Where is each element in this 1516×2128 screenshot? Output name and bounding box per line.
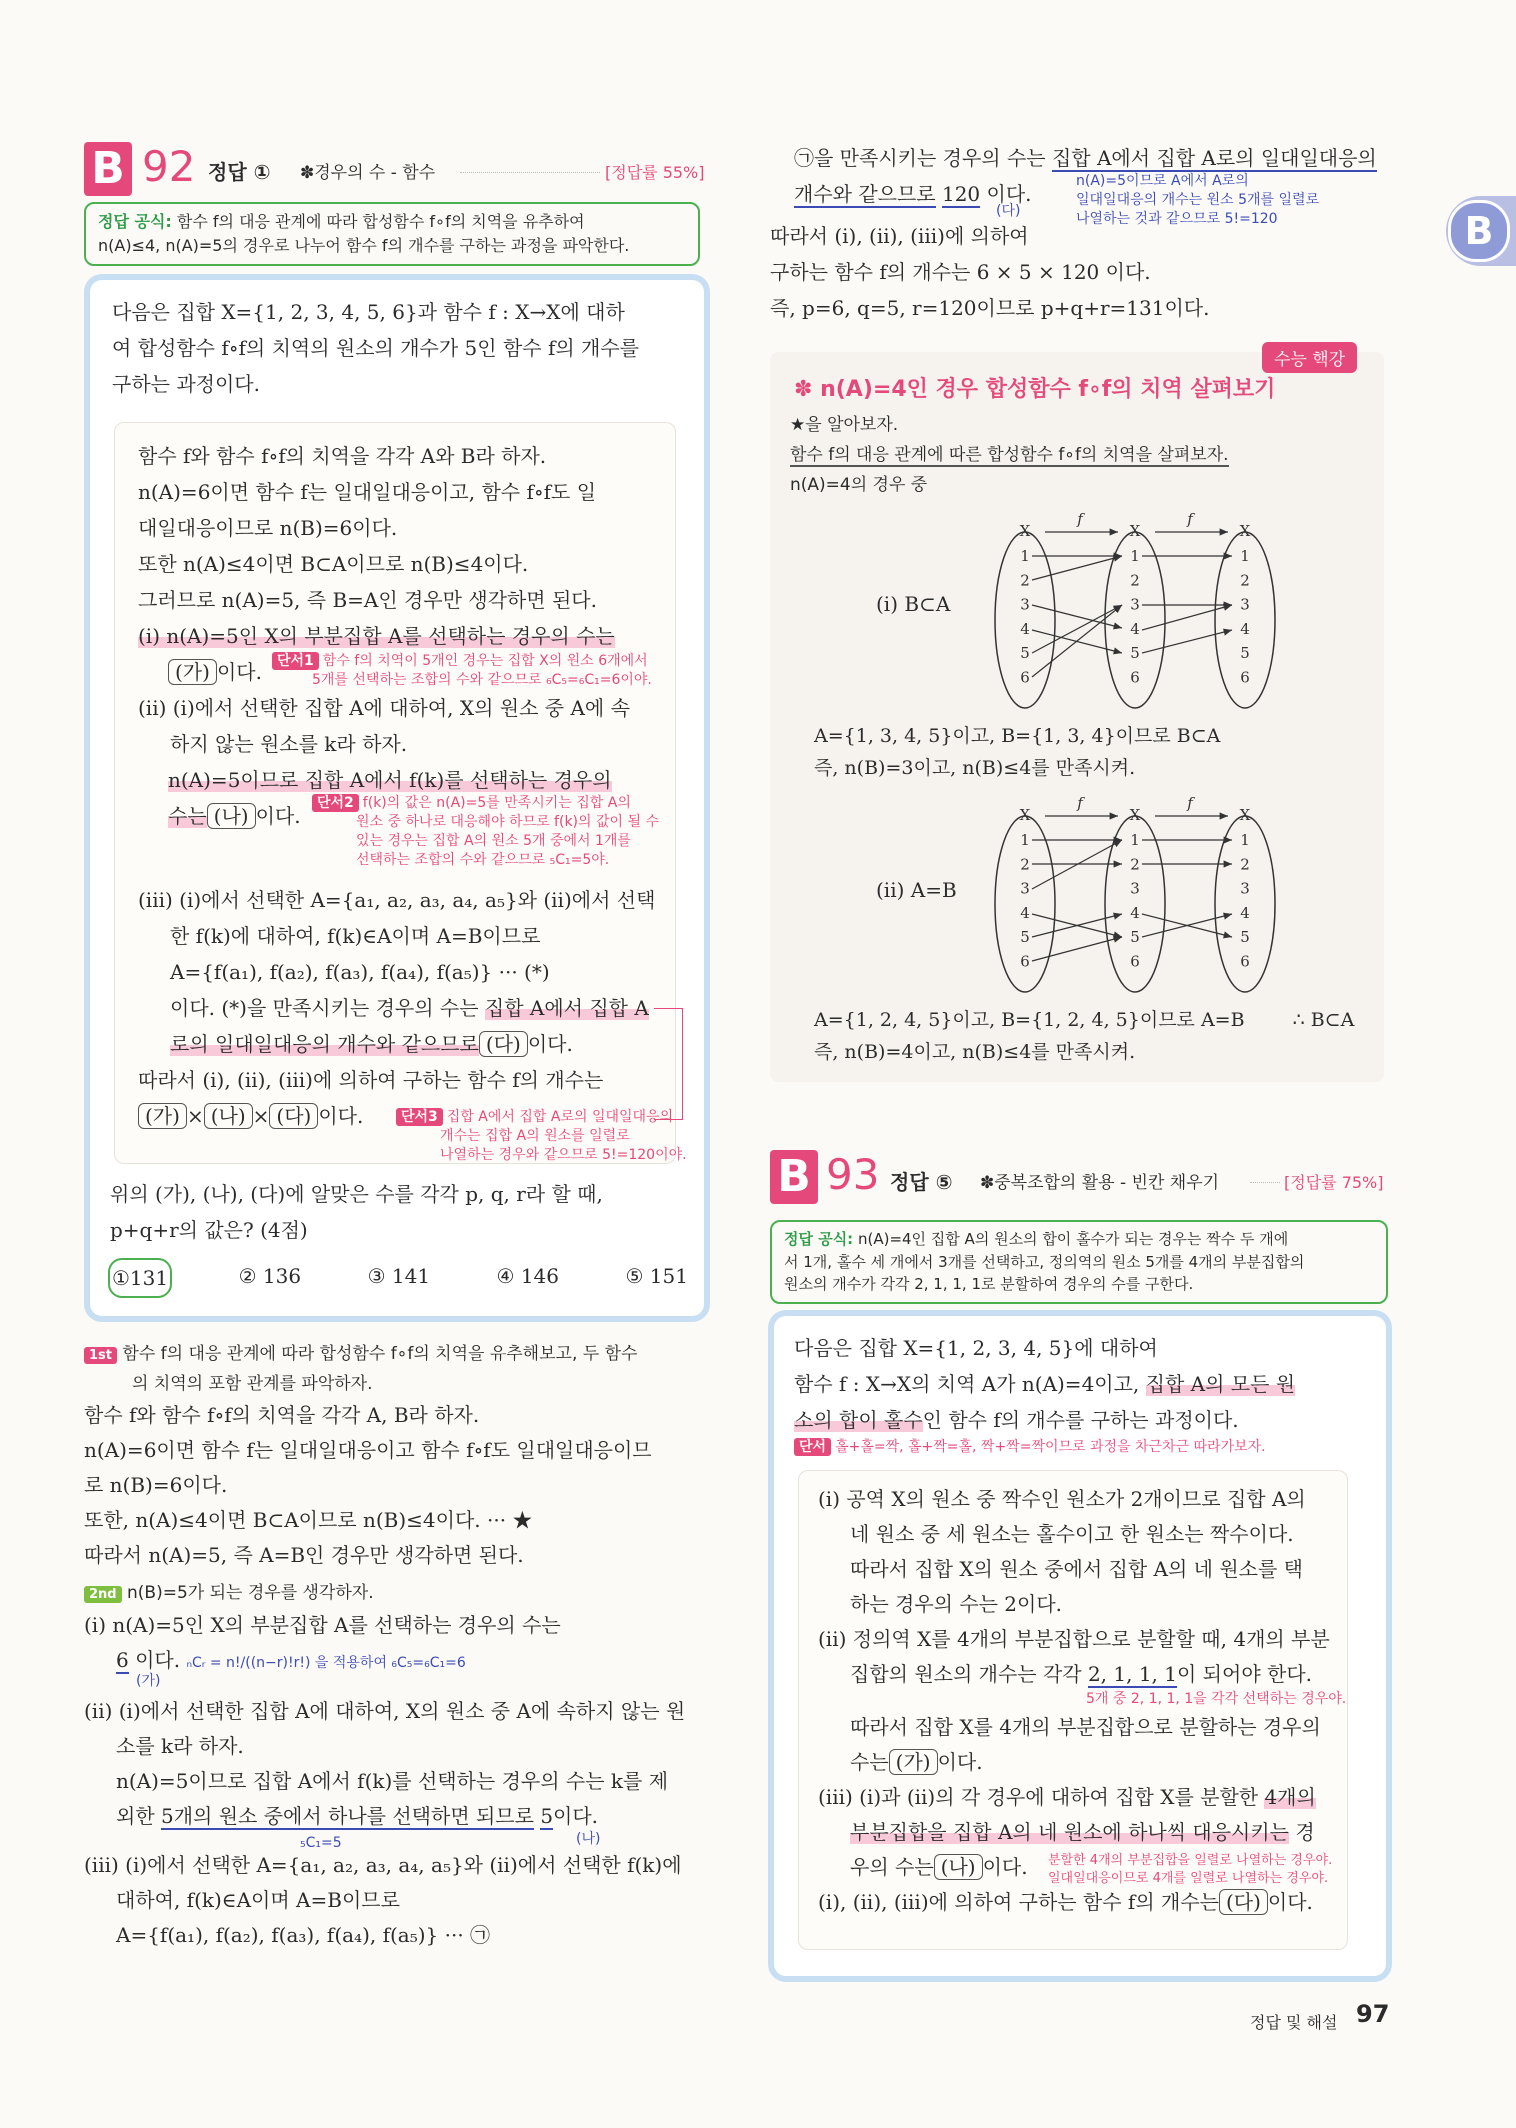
solution-line: A={f(a₁), f(a₂), f(a₃), f(a₄), f(a₅)} ··· ㉠ — [116, 1923, 491, 1947]
set-element: 6 — [1130, 668, 1140, 687]
choice-1[interactable]: ①131 — [108, 1258, 172, 1298]
blank-ga: (가) — [168, 659, 217, 685]
process-line: 이다. — [255, 804, 301, 828]
set-element: 6 — [1240, 668, 1250, 687]
process-line: 이다. — [1267, 1890, 1313, 1914]
set-label: X — [1239, 806, 1251, 824]
set-element: 4 — [1240, 903, 1250, 922]
process-line: 이다. — [982, 1855, 1028, 1879]
section-tab-label: B — [1448, 200, 1510, 262]
times-sign: × — [252, 1104, 270, 1128]
process-line: 또한 n(A)≤4이면 B⊂A이므로 n(B)≤4이다. — [138, 552, 529, 576]
step-tag: 2nd — [84, 1586, 122, 1603]
formula-line: n(A)=4인 집합 A의 원소의 합이 홀수가 되는 경우는 짝수 두 개에 — [857, 1230, 1289, 1248]
set-element: 6 — [1020, 952, 1030, 971]
solution-line: 따라서 n(A)=5, 즉 A=B인 경우만 생각하면 된다. — [84, 1543, 524, 1567]
process-text — [138, 882, 678, 1134]
solution-line: 함수 f와 함수 f∘f의 치역을 각각 A, B라 하자. — [84, 1403, 480, 1427]
set-element: 3 — [1020, 879, 1030, 898]
process-line: 수는 — [850, 1750, 889, 1774]
process-line: 하는 경우의 수는 2이다. — [850, 1592, 1063, 1616]
clue-text: f(k)의 값은 n(A)=5를 만족시키는 집합 A의 — [362, 795, 631, 811]
clue-text: 개수는 집합 A의 원소를 일렬로 — [440, 1127, 630, 1144]
clue-note-1 — [272, 652, 652, 690]
choice-4[interactable]: ④ 146 — [496, 1264, 560, 1288]
clue-text: 5개를 선택하는 조합의 수와 같으므로 ₆C₅=₆C₁=6이야. — [312, 671, 652, 688]
process-line: 함수 f와 함수 f∘f의 치역을 각각 A와 B라 하자. — [138, 444, 547, 468]
formula-note: ₙCᵣ = n!/((n−r)!r!) 을 적용하여 ₆C₅=₆C₁=6 — [186, 1655, 466, 1671]
solution-text — [770, 218, 1420, 326]
divider — [460, 172, 600, 173]
set-element: 3 — [1240, 595, 1250, 614]
blank-label: (다) — [996, 203, 1021, 219]
solution-text — [84, 1848, 714, 1953]
blank-na: (나) — [934, 1854, 983, 1880]
clue-text: 원소 중 하나로 대응해야 하므로 f(k)의 값이 될 수 — [356, 813, 659, 830]
set-element: 5 — [1020, 644, 1030, 663]
process-line: 따라서 (i), (ii), (iii)에 의하여 구하는 함수 f의 개수는 — [138, 1068, 604, 1092]
side-note — [1048, 1852, 1332, 1887]
caption-line: A={1, 2, 4, 5}이고, B={1, 2, 4, 5}이므로 A=B — [814, 1009, 1245, 1031]
section-tab[interactable] — [1446, 196, 1516, 266]
set-element: 3 — [1020, 595, 1030, 614]
set-element: 5 — [1240, 928, 1250, 947]
clue-text: 있는 경우는 집합 A의 원소 5개 중에서 1개를 — [356, 832, 631, 849]
problem-label: B — [84, 142, 132, 196]
question-line: 다음은 집합 X={1, 2, 3, 4, 5, 6}과 함수 f : X→X에 대하 — [112, 300, 625, 324]
side-note: 5개 중 2, 1, 1, 1을 각각 선택하는 경우야. — [1086, 1691, 1347, 1707]
blank-label: (가) — [136, 1673, 161, 1689]
solution-line: 구하는 함수 f의 개수는 6 × 5 × 120 이다. — [770, 260, 1151, 284]
set-element: 4 — [1020, 903, 1030, 922]
process-line: 대일대응이므로 n(B)=6이다. — [138, 516, 398, 540]
clue-badge: 단서1 — [272, 652, 319, 670]
set-label: X — [1019, 806, 1031, 824]
answer-value: 5 — [540, 1804, 554, 1828]
set-element: 2 — [1020, 571, 1030, 590]
choice-2[interactable]: ② 136 — [238, 1264, 302, 1288]
case-label: (ii) A=B — [876, 878, 957, 902]
solution-line: 5개의 원소 중에서 하나를 선택하면 되므로 — [161, 1804, 534, 1828]
clue-note-2 — [312, 794, 659, 870]
set-element: 6 — [1240, 952, 1250, 971]
core-line: n(A)=4의 경우 중 — [790, 475, 928, 495]
core-text — [790, 410, 1229, 500]
process-line: 이다. — [527, 1032, 573, 1056]
solution-text — [84, 1608, 714, 1678]
solution-line: 이다. — [135, 1648, 181, 1672]
map-label: f — [1187, 510, 1193, 528]
divider — [1250, 1182, 1280, 1183]
formula-label: 정답 공식: — [784, 1230, 854, 1248]
footer-label: 정답 및 해설 — [1250, 2013, 1338, 2032]
clue-text: 함수 f의 치역이 5개인 경우는 집합 X의 원소 6개에서 — [322, 653, 648, 669]
set-element: 5 — [1240, 644, 1250, 663]
question-line: 구하는 과정이다. — [112, 372, 260, 396]
solution-line: 집합 A에서 집합 A로의 일대일대응의 — [1051, 146, 1377, 170]
process-line: n(A)=5이므로 집합 A에서 f(k)를 선택하는 경우의 — [168, 768, 612, 792]
set-element: 1 — [1130, 547, 1140, 565]
set-element: 1 — [1240, 831, 1250, 849]
set-element: 1 — [1020, 831, 1030, 849]
process-line: 따라서 집합 X의 원소 중에서 집합 A의 네 원소를 택 — [850, 1557, 1303, 1581]
set-element: 2 — [1240, 571, 1250, 590]
clue-text: 나열하는 경우와 같으므로 5!=120이야. — [440, 1146, 687, 1163]
process-line: 경 — [1295, 1820, 1315, 1844]
map-label: f — [1187, 794, 1193, 812]
clue-note-3 — [396, 1108, 687, 1165]
question-line: 함수 f : X→X의 치역 A가 n(A)=4이고, — [794, 1372, 1140, 1396]
process-line: 하지 않는 원소를 k라 하자. — [170, 732, 408, 756]
process-line: 로의 일대일대응의 개수와 같으므로 — [170, 1032, 479, 1056]
process-line: 이다. — [318, 1104, 364, 1128]
blank-na: (나) — [204, 1103, 253, 1129]
hint-note — [794, 1438, 1266, 1457]
process-line: 집합 A에서 집합 A — [484, 996, 649, 1020]
set-element: 4 — [1130, 903, 1140, 922]
question-text — [110, 1176, 690, 1248]
core-line: 함수 f의 대응 관계에 따른 합성함수 f∘f의 치역을 살펴보자. — [790, 445, 1229, 465]
caption-line: 즉, n(B)=3이고, n(B)≤4를 만족시켜. — [814, 757, 1136, 779]
formula-line: 서 1개, 홀수 세 개에서 3개를 선택하고, 정의역의 원소 5개를 4개의 부분집합의 — [784, 1252, 1305, 1271]
set-element: 2 — [1020, 855, 1030, 874]
process-line: 네 원소 중 세 원소는 홀수이고 한 원소는 짝수이다. — [850, 1522, 1294, 1546]
blank-da: (다) — [1219, 1889, 1268, 1915]
map-label: f — [1077, 510, 1083, 528]
process-line: (iii) (i)에서 선택한 A={a₁, a₂, a₃, a₄, a₅}와 (ii)에서 선택 — [138, 888, 656, 912]
question-text — [794, 1330, 1374, 1438]
set-element: 4 — [1240, 619, 1250, 638]
rate-label: [정답률 75%] — [1284, 1173, 1384, 1192]
hint-badge: 단서 — [794, 1438, 831, 1456]
formula-line: n(A)≤4, n(A)=5의 경우로 나누어 함수 f의 개수를 구하는 과정을 파악한다. — [98, 236, 630, 255]
formula-box — [84, 202, 700, 266]
set-element: 4 — [1020, 619, 1030, 638]
blank-ga: (가) — [889, 1749, 938, 1775]
core-tag: 수능 핵강 — [1262, 342, 1357, 373]
step-text: n(B)=5가 되는 경우를 생각하자. — [127, 1583, 374, 1603]
set-element: 2 — [1130, 571, 1140, 590]
solution-line: 또한, n(A)≤4이면 B⊂A이므로 n(B)≤4이다. ··· ★ — [84, 1508, 533, 1532]
solution-line: 소를 k라 하자. — [116, 1734, 244, 1758]
connector-line — [654, 1008, 683, 1120]
process-line: 수는 — [168, 804, 207, 828]
question-line: 집합 A의 모든 원 — [1145, 1372, 1296, 1396]
case-label: (i) B⊂A — [876, 592, 951, 616]
answer-value: 2, 1, 1, 1 — [1087, 1662, 1177, 1686]
clue-text: 선택하는 조합의 수와 같으므로 ₅C₁=5야. — [356, 851, 610, 868]
clue-badge: 단서2 — [312, 794, 359, 812]
set-element: 1 — [1130, 831, 1140, 849]
clue-text: 집합 A에서 집합 A로의 일대일대응의 — [446, 1109, 674, 1125]
process-line: 이다. — [937, 1750, 983, 1774]
formula-note: ₅C₁=5 — [300, 1835, 342, 1851]
solution-step-2nd — [84, 1578, 374, 1603]
problem-number: 93 — [826, 1150, 880, 1199]
side-note-line: 나열하는 것과 같으므로 5!=120 — [1076, 210, 1278, 227]
solution-text — [84, 1694, 714, 1834]
set-element: 3 — [1130, 879, 1140, 898]
set-label: X — [1239, 522, 1251, 540]
process-line: A={f(a₁), f(a₂), f(a₃), f(a₄), f(a₅)} ··· (*) — [170, 960, 550, 984]
rate-label: [정답률 55%] — [605, 163, 705, 182]
question-line: 여 합성함수 f∘f의 치역의 원소의 개수가 5인 함수 f의 개수를 — [112, 336, 639, 360]
process-line: 4개의 — [1264, 1785, 1316, 1809]
formula-line: 함수 f의 대응 관계에 따라 합성함수 f∘f의 치역을 유추하여 — [176, 212, 585, 231]
choice-5[interactable]: ⑤ 151 — [625, 1264, 688, 1288]
process-line: 한 f(k)에 대하여, f(k)∈A이며 A=B이므로 — [170, 924, 541, 948]
process-line: (ii) (i)에서 선택한 집합 A에 대하여, X의 원소 중 A에 속 — [138, 696, 630, 720]
process-line: 따라서 집합 X를 4개의 부분집합으로 분할하는 경우의 — [850, 1715, 1321, 1739]
caption-line: 즉, n(B)=4이고, n(B)≤4를 만족시켜. — [814, 1041, 1136, 1063]
set-element: 2 — [1240, 855, 1250, 874]
question-line: p+q+r의 값은? (4점) — [110, 1218, 308, 1242]
solution-line: 이다. — [986, 182, 1032, 206]
process-line: (i) 공역 X의 원소 중 짝수인 원소가 2개이므로 집합 A의 — [818, 1487, 1306, 1511]
step-text: 함수 f의 대응 관계에 따라 합성함수 f∘f의 치역을 유추해보고, 두 함수 — [122, 1344, 638, 1364]
problem-label: B — [770, 1150, 818, 1204]
mapping-diagram-2 — [990, 794, 1290, 994]
solution-line: 로 n(B)=6이다. — [84, 1473, 228, 1497]
clue-badge: 단서3 — [396, 1108, 443, 1126]
process-line: 이다. (*)을 만족시키는 경우의 수는 — [170, 996, 479, 1020]
process-line: n(A)=6이면 함수 f는 일대일대응이고, 함수 f∘f도 일 — [138, 480, 597, 504]
solution-line: 이다. — [553, 1804, 599, 1828]
caption-line: A={1, 3, 4, 5}이고, B={1, 3, 4}이므로 B⊂A — [814, 725, 1221, 747]
blank-ga: (가) — [138, 1103, 187, 1129]
solution-step-1st — [84, 1340, 704, 1398]
diagram-1-caption — [814, 720, 1374, 784]
process-line: (ii) 정의역 X를 4개의 부분집합으로 분할할 때, 4개의 부분 — [818, 1627, 1330, 1651]
answer-value: 6 — [116, 1648, 129, 1672]
question-line: 위의 (가), (나), (다)에 알맞은 수를 각각 p, q, r라 할 때, — [110, 1182, 603, 1206]
side-note-line: 분할한 4개의 부분집합을 일렬로 나열하는 경우야. — [1048, 1853, 1333, 1868]
set-element: 1 — [1020, 547, 1030, 565]
set-element: 1 — [1240, 547, 1250, 565]
answer-value: 120 — [941, 182, 981, 206]
solution-text — [84, 1398, 714, 1573]
set-label: X — [1129, 806, 1141, 824]
process-line: 그러므로 n(A)=5, 즉 B=A인 경우만 생각하면 된다. — [138, 588, 597, 612]
set-element: 5 — [1130, 644, 1140, 663]
formula-label: 정답 공식: — [98, 212, 172, 231]
process-line: (i) n(A)=5인 X의 부분집합 A를 선택하는 경우의 수는 — [138, 624, 615, 648]
blank-da: (다) — [479, 1031, 528, 1057]
solution-line: 개수와 같으므로 — [794, 182, 936, 206]
set-element: 6 — [1130, 952, 1140, 971]
core-line: ★을 알아보자. — [790, 415, 899, 435]
set-element: 3 — [1130, 595, 1140, 614]
set-element: 4 — [1130, 619, 1140, 638]
solution-line: ㉠을 만족시키는 경우의 수는 — [794, 146, 1046, 170]
solution-line: 대하여, f(k)∈A이며 A=B이므로 — [116, 1888, 400, 1912]
core-title: ✽ n(A)=4인 경우 합성함수 f∘f의 치역 살펴보기 — [794, 377, 1276, 402]
answer-label: 정답 ① — [208, 160, 271, 184]
set-element: 2 — [1130, 855, 1140, 874]
question-line: 소의 합이 홀수 — [794, 1408, 923, 1432]
process-line: 우의 수는 — [850, 1855, 934, 1879]
step-text: 의 치역의 포함 관계를 파악하자. — [132, 1374, 373, 1394]
set-element: 5 — [1020, 928, 1030, 947]
solution-line: 외한 — [116, 1804, 155, 1828]
solution-line: n(A)=5이므로 집합 A에서 f(k)를 선택하는 경우의 수는 k를 제 — [116, 1769, 669, 1793]
set-label: X — [1019, 522, 1031, 540]
solution-line: 즉, p=6, q=5, r=120이므로 p+q+r=131이다. — [770, 296, 1210, 320]
set-element: 6 — [1020, 668, 1030, 687]
process-line: (i), (ii), (iii)에 의하여 구하는 함수 f의 개수는 — [818, 1890, 1219, 1914]
blank-na: (나) — [207, 803, 256, 829]
solution-line: (iii) (i)에서 선택한 A={a₁, a₂, a₃, a₄, a₅}와 (ii)에서 선택한 f(k)에 — [84, 1853, 682, 1877]
process-line: 이다. — [216, 660, 262, 684]
hint-text: 홀+홀=짝, 홀+짝=홀, 짝+짝=짝이므로 과정을 차근차근 따라가보자. — [835, 1439, 1266, 1455]
formula-line: 원소의 개수가 각각 2, 1, 1, 1로 분할하여 경우의 수를 구한다. — [784, 1275, 1194, 1293]
process-text — [818, 1710, 1348, 1920]
solution-line: (i) n(A)=5인 X의 부분집합 A를 선택하는 경우의 수는 — [84, 1613, 561, 1637]
process-text — [818, 1482, 1348, 1692]
times-sign: × — [186, 1104, 204, 1128]
solution-line: 따라서 (i), (ii), (iii)에 의하여 — [770, 224, 1029, 248]
formula-box — [770, 1220, 1388, 1304]
solution-line: (ii) (i)에서 선택한 집합 A에 대하여, X의 원소 중 A에 속하지 않는 원 — [84, 1699, 686, 1723]
step-tag: 1st — [84, 1347, 117, 1364]
process-line: 집합의 원소의 개수는 각각 — [850, 1662, 1082, 1686]
set-element: 3 — [1240, 879, 1250, 898]
process-line: 이 되어야 한다. — [1177, 1662, 1312, 1686]
side-note-line: n(A)=5이므로 A에서 A로의 — [1076, 173, 1249, 189]
topic-label: ✽경우의 수 - 함수 — [300, 163, 436, 183]
side-note-line: 일대일대응의 개수는 원소 5개를 일렬로 — [1076, 191, 1320, 208]
choices — [108, 1258, 688, 1298]
question-line: 인 함수 f의 개수를 구하는 과정이다. — [922, 1408, 1239, 1432]
caption-line: ∴ B⊂A — [1292, 1009, 1355, 1031]
question-text — [112, 294, 692, 402]
answer-label: 정답 ⑤ — [890, 1170, 953, 1194]
page-number: 97 — [1356, 2000, 1390, 2028]
set-label: X — [1129, 522, 1141, 540]
process-line: (iii) (i)과 (ii)의 각 경우에 대하여 집합 X를 분할한 — [818, 1785, 1259, 1809]
process-line: 부분집합을 집합 A의 네 원소에 하나씩 대응시키는 — [850, 1820, 1289, 1844]
mapping-diagram-1 — [990, 510, 1290, 710]
set-element: 5 — [1130, 928, 1140, 947]
question-line: 다음은 집합 X={1, 2, 3, 4, 5}에 대하여 — [794, 1336, 1158, 1360]
topic-label: ✽중복조합의 활용 - 빈칸 채우기 — [980, 1173, 1220, 1193]
blank-da: (다) — [269, 1103, 318, 1129]
choice-3[interactable]: ③ 141 — [367, 1264, 431, 1288]
side-note-line: 일대일대응이므로 4개를 일렬로 나열하는 경우야. — [1048, 1870, 1329, 1886]
map-label: f — [1077, 794, 1083, 812]
problem-number: 92 — [142, 142, 196, 191]
diagram-2-caption — [814, 1004, 1374, 1068]
blank-label: (나) — [576, 1831, 601, 1847]
solution-line: n(A)=6이면 함수 f는 일대일대응이고 함수 f∘f도 일대일대응이므 — [84, 1438, 652, 1462]
